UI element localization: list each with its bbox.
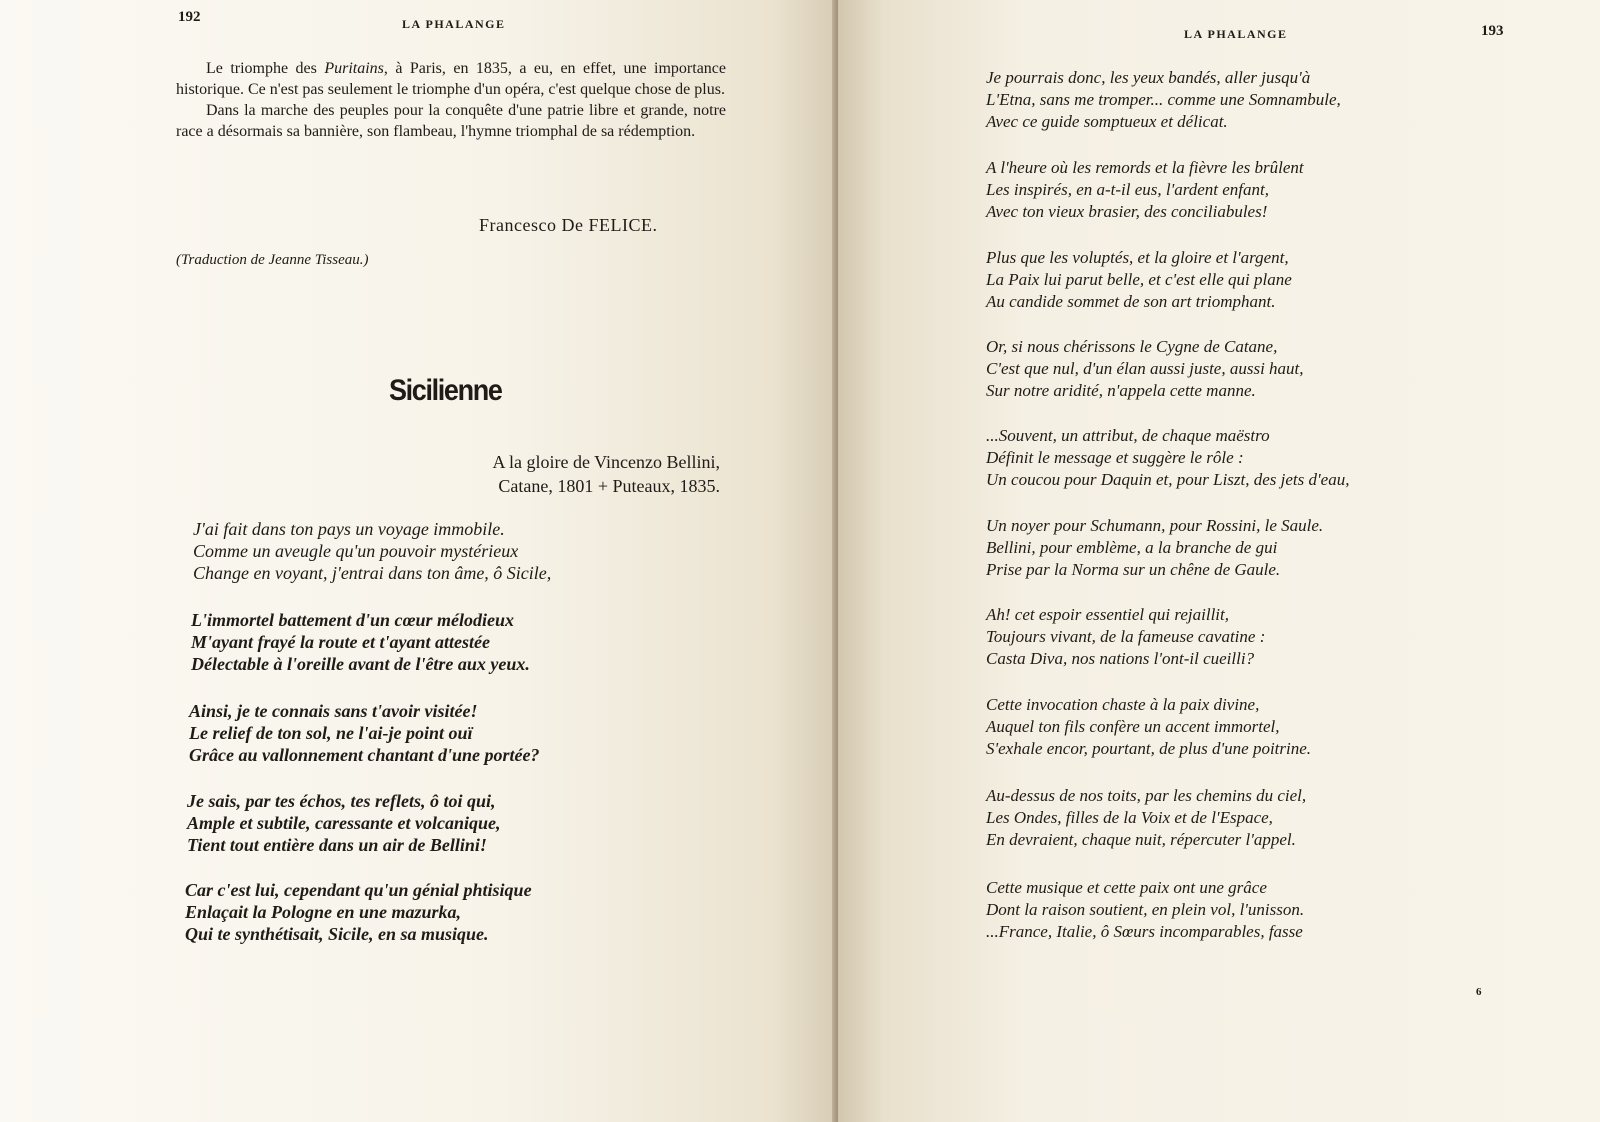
verse-line: Grâce au vallonnement chantant d'une portée?: [189, 745, 540, 765]
verse-line: Comme un aveugle qu'un pouvoir mystérieux: [193, 541, 519, 561]
verse-line: Bellini, pour emblème, a la branche de gui: [986, 538, 1278, 557]
stanza: [986, 425, 1349, 491]
verse-line: ...France, Italie, ô Sœurs incomparables, fasse: [986, 922, 1303, 941]
stanza: [986, 157, 1304, 223]
signature-mark: 6: [1476, 986, 1482, 998]
verse-line: La Paix lui parut belle, et c'est elle qui plane: [986, 270, 1292, 289]
verse-line: A l'heure où les remords et la fièvre les brûlent: [986, 158, 1304, 177]
stanza: [986, 604, 1265, 670]
verse-line: M'ayant frayé la route et t'ayant attestée: [191, 632, 490, 652]
verse-line: Avec ce guide somptueux et délicat.: [986, 112, 1228, 131]
verse-line: Qui te synthétisait, Sicile, en sa musique.: [185, 924, 489, 944]
verse-line: Casta Diva, nos nations l'ont-il cueilli?: [986, 649, 1255, 668]
page-number-left: 192: [178, 9, 201, 25]
stanza: [185, 879, 532, 945]
verse-line: Délectable à l'oreille avant de l'être aux yeux.: [191, 654, 530, 674]
verse-line: Prise par la Norma sur un chêne de Gaule.: [986, 560, 1281, 579]
verse-line: C'est que nul, d'un élan aussi juste, aussi haut,: [986, 359, 1304, 378]
stanza: [986, 877, 1304, 943]
verse-line: Auquel ton fils confère un accent immortel,: [986, 717, 1280, 736]
verse-line: Or, si nous chérissons le Cygne de Catane,: [986, 337, 1278, 356]
verse-line: Les Ondes, filles de la Voix et de l'Espace,: [986, 808, 1273, 827]
verse-line: Définit le message et suggère le rôle :: [986, 448, 1244, 467]
stanza: [189, 700, 540, 766]
verse-line: Plus que les voluptés, et la gloire et l'argent,: [986, 248, 1289, 267]
verse-line: Les inspirés, en a-t-il eus, l'ardent enfant,: [986, 180, 1270, 199]
paragraph-2: Dans la marche des peuples pour la conquête d'une patrie libre et grande, notre race a désormais sa bannière, son flambeau, l'hymne triomphal de sa rédemption.: [176, 102, 726, 140]
running-head-left: LA PHALANGE: [402, 17, 506, 31]
dedication: [390, 450, 720, 498]
running-head-right: LA PHALANGE: [1184, 27, 1288, 41]
verse-line: L'Etna, sans me tromper... comme une Somnambule,: [986, 90, 1341, 109]
verse-line: Enlaçait la Pologne en une mazurka,: [185, 902, 462, 922]
verse-line: Ah! cet espoir essentiel qui rejaillit,: [986, 605, 1229, 624]
verse-line: Tient tout entière dans un air de Bellini!: [187, 835, 487, 855]
stanza: [986, 336, 1304, 402]
verse-line: Sur notre aridité, n'appela cette manne.: [986, 381, 1256, 400]
stanza: [187, 790, 500, 856]
verse-line: Je sais, par tes échos, tes reflets, ô toi qui,: [187, 791, 496, 811]
verse-line: En devraient, chaque nuit, répercuter l'appel.: [986, 830, 1296, 849]
stanza: [986, 785, 1306, 851]
verse-line: S'exhale encor, pourtant, de plus d'une poitrine.: [986, 739, 1312, 758]
stanza: [986, 247, 1292, 313]
stanza: [986, 67, 1341, 133]
stanza: [986, 515, 1323, 581]
verse-line: ...Souvent, un attribut, de chaque maëstro: [986, 426, 1270, 445]
verse-line: Un coucou pour Daquin et, pour Liszt, des jets d'eau,: [986, 470, 1350, 489]
dedication-line: A la gloire de Vincenzo Bellini,: [492, 452, 720, 472]
verse-line: L'immortel battement d'un cœur mélodieux: [191, 610, 515, 630]
paragraph-1: Le triomphe des Puritains, à Paris, en 1835, a eu, en effet, une importance historique. Ce n'est pas seulement le triomphe d'un opéra, c'est quelque chose de plus.: [176, 60, 727, 98]
translation-note: (Traduction de Jeanne Tisseau.): [176, 252, 369, 268]
stanza: [193, 518, 551, 584]
dedication-line: Catane, 1801 + Puteaux, 1835.: [498, 476, 720, 496]
page-number-right: 193: [1481, 23, 1504, 39]
verse-line: Cette musique et cette paix ont une grâce: [986, 878, 1267, 897]
poem-title: Sicilienne: [389, 374, 502, 407]
verse-line: Toujours vivant, de la fameuse cavatine :: [986, 627, 1266, 646]
author-signature: Francesco De FELICE.: [479, 215, 658, 235]
verse-line: J'ai fait dans ton pays un voyage immobile.: [193, 519, 505, 539]
article-closing-text: [176, 58, 726, 142]
verse-line: Au-dessus de nos toits, par les chemins du ciel,: [986, 786, 1307, 805]
stanza: [191, 609, 530, 675]
verse-line: Je pourrais donc, les yeux bandés, aller jusqu'à: [986, 68, 1311, 87]
verse-line: Change en voyant, j'entrai dans ton âme, ô Sicile,: [193, 563, 552, 583]
verse-line: Car c'est lui, cependant qu'un génial phtisique: [185, 880, 532, 900]
stanza: [986, 694, 1311, 760]
verse-line: Au candide sommet de son art triomphant.: [986, 292, 1276, 311]
verse-line: Ample et subtile, caressante et volcanique,: [187, 813, 501, 833]
right-page: [838, 0, 1600, 1122]
verse-line: Un noyer pour Schumann, pour Rossini, le Saule.: [986, 516, 1324, 535]
verse-line: Dont la raison soutient, en plein vol, l'unisson.: [986, 900, 1305, 919]
verse-line: Avec ton vieux brasier, des conciliabules!: [986, 202, 1268, 221]
verse-line: Ainsi, je te connais sans t'avoir visitée!: [189, 701, 478, 721]
verse-line: Cette invocation chaste à la paix divine,: [986, 695, 1260, 714]
verse-line: Le relief de ton sol, ne l'ai-je point ouï: [189, 723, 473, 743]
